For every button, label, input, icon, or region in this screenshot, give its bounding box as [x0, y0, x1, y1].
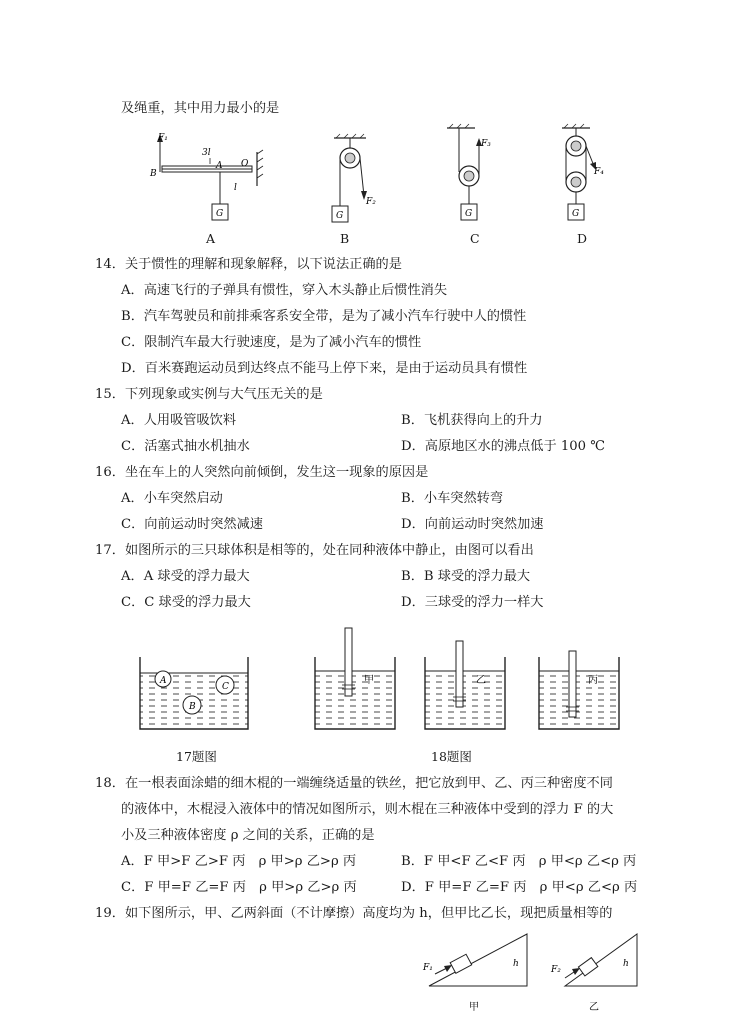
- l-label: l: [234, 183, 237, 193]
- q13-caption-d: D: [577, 231, 588, 246]
- q13-caption-c: C: [470, 231, 480, 246]
- q16-option-d: D．向前运动时突然加速: [401, 517, 544, 532]
- q17-option-c: C．C 球受的浮力最大: [121, 595, 251, 610]
- q13-caption-a: A: [206, 231, 216, 246]
- f1-label-incline: F₁: [423, 963, 433, 973]
- q15-option-a: A．人用吸管吸饮料: [121, 413, 237, 428]
- h-label-yi: h: [623, 959, 629, 969]
- q15-option-c: C．活塞式抽水机抽水: [121, 439, 250, 454]
- q13-figure-pulley-block: [560, 124, 615, 224]
- q18-figure-bing: [536, 625, 626, 735]
- h-label-jia: h: [513, 959, 519, 969]
- q14-option-a: A．高速飞行的子弹具有惯性，穿入木头静止后惯性消失: [121, 283, 448, 298]
- jia-label: 甲: [364, 675, 374, 686]
- q18-option-a: A．F 甲>F 乙>F 丙 ρ 甲>ρ 乙>ρ 丙: [121, 854, 357, 869]
- q14-option-c: C．限制汽车最大行驶速度，是为了减小汽车的惯性: [121, 335, 422, 350]
- q18-option-b: B．F 甲<F 乙<F 丙 ρ 甲<ρ 乙<ρ 丙: [401, 854, 637, 869]
- q18-stem-line-1: 18．在一根表面涂蜡的细木棍的一端缠绕适量的铁丝，把它放到甲、乙、丙三种密度不同: [95, 776, 613, 791]
- q16-option-b: B．小车突然转弯: [401, 491, 504, 506]
- q14-stem: 14．关于惯性的理解和现象解释，以下说法正确的是: [95, 257, 402, 272]
- q18-figure-jia: [312, 625, 402, 735]
- q16-option-c: C．向前运动时突然减速: [121, 517, 263, 532]
- q13-figure-fixed-pulley: [330, 134, 380, 224]
- b-label: B: [150, 169, 157, 179]
- bing-label: 丙: [588, 675, 598, 686]
- q17-figure-beaker: [135, 655, 255, 735]
- q16-option-a: A．小车突然启动: [121, 491, 223, 506]
- f4-label: F₄: [594, 167, 604, 177]
- q15-option-b: B．飞机获得向上的升力: [401, 413, 543, 428]
- g-label-d: G: [572, 209, 580, 219]
- a-label: A: [216, 161, 223, 171]
- g-label: G: [216, 209, 224, 219]
- q15-stem: 15．下列现象或实例与大气压无关的是: [95, 387, 323, 402]
- yi-label: 乙: [476, 675, 486, 686]
- q19-figure-incline-jia: [425, 930, 535, 1020]
- o-label: O: [241, 159, 249, 169]
- f1-label: F₁: [158, 133, 168, 143]
- q18-stem-line-2: 的液体中，木棍浸入液体中的情况如图所示，则木棍在三种液体中受到的浮力 F 的大: [121, 802, 614, 817]
- q19-figure-incline-yi: [545, 930, 645, 1020]
- f2-label-incline: F₂: [551, 965, 561, 975]
- q16-stem: 16．坐在车上的人突然向前倾倒，发生这一现象的原因是: [95, 465, 429, 480]
- q17-option-d: D．三球受的浮力一样大: [401, 595, 544, 610]
- ball-c-label: C: [222, 682, 229, 692]
- g-label-b: G: [336, 211, 344, 221]
- q18-stem-line-3: 小及三种液体密度 ρ 之间的关系，正确的是: [121, 828, 375, 843]
- q14-option-b: B．汽车驾驶员和前排乘客系安全带，是为了减小汽车行驶中人的惯性: [121, 309, 527, 324]
- f3-label: F₃: [481, 139, 491, 149]
- q15-option-d: D．高原地区水的沸点低于 100 ℃: [401, 439, 605, 454]
- q18-figure-caption: 18题图: [431, 749, 472, 764]
- q17-option-b: B．B 球受的浮力最大: [401, 569, 531, 584]
- q17-stem: 17．如图所示的三只球体积是相等的，处在同种液体中静止，由图可以看出: [95, 543, 534, 558]
- q18-figure-yi: [422, 625, 512, 735]
- f2-label: F₂: [366, 197, 376, 207]
- g-label-c: G: [465, 209, 473, 219]
- q13-figure-lever: [150, 130, 270, 225]
- ball-b-label: B: [189, 702, 196, 712]
- q13-figure-movable-pulley: [445, 124, 500, 224]
- incline-jia-label: 甲: [469, 1002, 479, 1013]
- three-l-label: 3l: [202, 148, 211, 158]
- q13-caption-b: B: [340, 231, 350, 246]
- ball-a-label: A: [160, 676, 167, 686]
- q18-option-c: C．F 甲=F 乙=F 丙 ρ 甲>ρ 乙>ρ 丙: [121, 880, 357, 895]
- q19-stem: 19．如下图所示，甲、乙两斜面（不计摩擦）高度均为 h，但甲比乙长，现把质量相等的: [95, 906, 613, 921]
- q13-stem-tail: 及绳重，其中用力最小的是: [121, 101, 280, 116]
- q17-figure-caption: 17题图: [176, 749, 217, 764]
- q17-option-a: A．A 球受的浮力最大: [121, 569, 250, 584]
- incline-yi-label: 乙: [589, 1002, 599, 1013]
- q14-option-d: D．百米赛跑运动员到达终点不能马上停下来，是由于运动员具有惯性: [121, 361, 528, 376]
- q18-option-d: D．F 甲=F 乙=F 丙 ρ 甲<ρ 乙<ρ 丙: [401, 880, 638, 895]
